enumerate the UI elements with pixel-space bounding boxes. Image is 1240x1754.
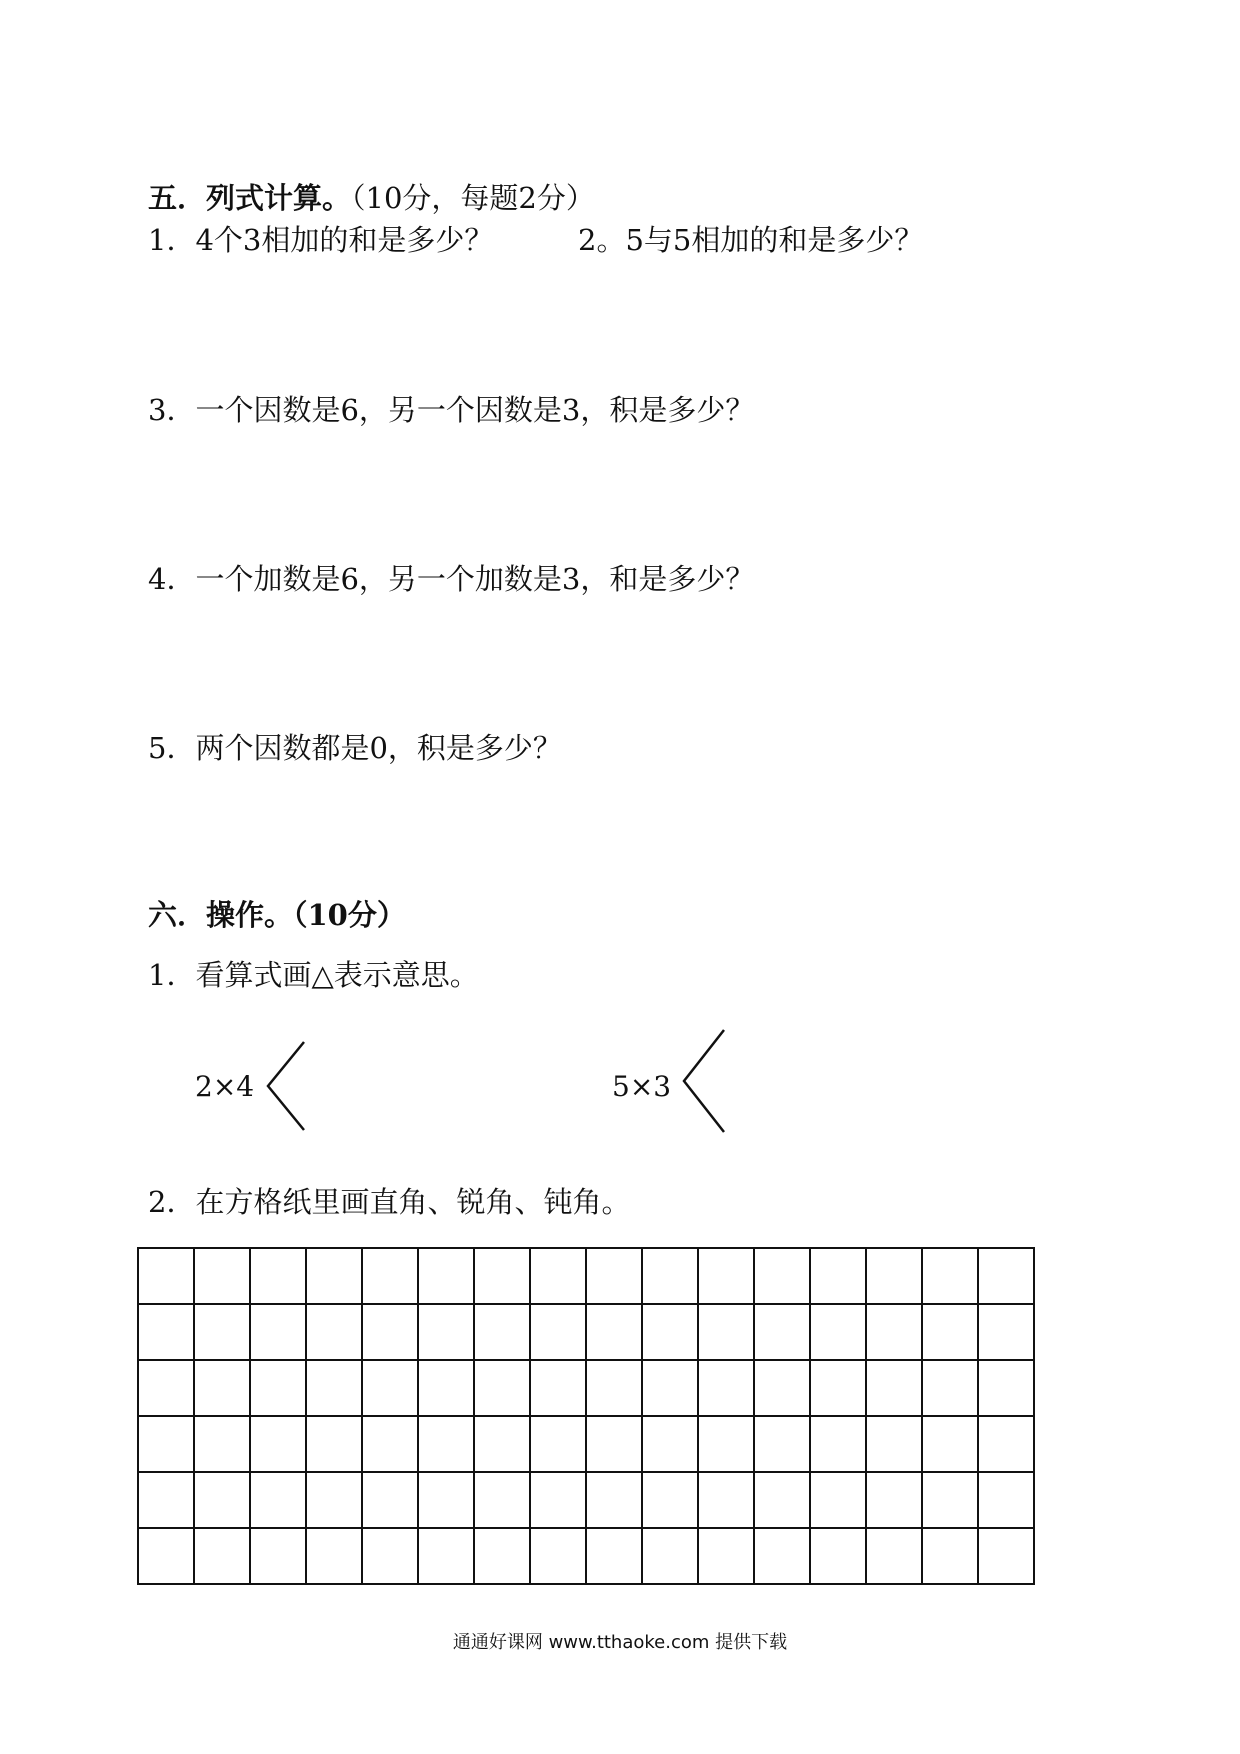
section-5-heading <box>148 180 595 216</box>
grid-cell <box>362 1248 418 1304</box>
grid-cell <box>642 1528 698 1584</box>
section-5-title: 五．列式计算。 <box>148 181 352 215</box>
grid-cell <box>530 1472 586 1528</box>
grid-cell <box>474 1528 530 1584</box>
section-6-heading <box>148 897 406 933</box>
grid-cell <box>306 1416 362 1472</box>
grid-row <box>138 1528 1034 1584</box>
grid-cell <box>810 1416 866 1472</box>
grid-cell <box>754 1528 810 1584</box>
grid-cell <box>306 1360 362 1416</box>
grid-cell <box>978 1416 1034 1472</box>
grid-cell <box>474 1472 530 1528</box>
grid-cell <box>362 1528 418 1584</box>
grid-cell <box>194 1304 250 1360</box>
grid-cell <box>866 1360 922 1416</box>
grid-cell <box>866 1416 922 1472</box>
grid-cell <box>474 1360 530 1416</box>
grid-cell <box>250 1416 306 1472</box>
question-5-3: 3．一个因数是6，另一个因数是3，积是多少？ <box>148 393 755 427</box>
grid-cell <box>194 1360 250 1416</box>
grid-cell <box>642 1360 698 1416</box>
grid-row <box>138 1248 1034 1304</box>
grid-cell <box>306 1304 362 1360</box>
question-5-4: 4．一个加数是6，另一个加数是3，和是多少？ <box>148 562 755 596</box>
grid-cell <box>586 1304 642 1360</box>
grid-cell <box>250 1472 306 1528</box>
grid-cell <box>810 1472 866 1528</box>
grid-cell <box>194 1472 250 1528</box>
expression-b: 5×3 <box>612 1070 672 1103</box>
grid-cell <box>586 1472 642 1528</box>
square-grid <box>137 1247 1035 1585</box>
grid-cell <box>978 1472 1034 1528</box>
grid-cell <box>810 1248 866 1304</box>
grid-cell <box>866 1304 922 1360</box>
grid-cell <box>138 1248 194 1304</box>
grid-cell <box>698 1248 754 1304</box>
grid-cell <box>586 1248 642 1304</box>
grid-cell <box>138 1360 194 1416</box>
grid-cell <box>250 1248 306 1304</box>
grid-cell <box>138 1304 194 1360</box>
grid-cell <box>530 1528 586 1584</box>
grid-cell <box>978 1248 1034 1304</box>
grid-cell <box>810 1304 866 1360</box>
grid-cell <box>698 1472 754 1528</box>
section-5-score: （10分，每题2分） <box>351 181 595 215</box>
grid-cell <box>866 1472 922 1528</box>
grid-cell <box>698 1360 754 1416</box>
grid-cell <box>194 1416 250 1472</box>
grid-cell <box>754 1472 810 1528</box>
question-6-1: 1．看算式画△表示意思。 <box>148 958 479 992</box>
grid-cell <box>418 1304 474 1360</box>
grid-cell <box>418 1360 474 1416</box>
grid-cell <box>530 1416 586 1472</box>
grid-cell <box>530 1248 586 1304</box>
grid-cell <box>306 1248 362 1304</box>
grid-cell <box>586 1416 642 1472</box>
expression-a: 2×4 <box>195 1070 255 1103</box>
grid-cell <box>978 1304 1034 1360</box>
grid-cell <box>698 1304 754 1360</box>
grid-cell <box>194 1248 250 1304</box>
grid-cell <box>362 1416 418 1472</box>
question-5-5: 5．两个因数都是0，积是多少？ <box>148 731 562 765</box>
grid-cell <box>194 1528 250 1584</box>
question-5-1: 1．4个3相加的和是多少？ <box>148 223 494 257</box>
grid-row <box>138 1304 1034 1360</box>
grid-cell <box>474 1248 530 1304</box>
question-6-2: 2．在方格纸里画直角、锐角、钝角。 <box>148 1185 631 1219</box>
grid-cell <box>306 1528 362 1584</box>
grid-cell <box>698 1416 754 1472</box>
grid-cell <box>474 1416 530 1472</box>
grid-cell <box>754 1304 810 1360</box>
grid-cell <box>922 1528 978 1584</box>
grid-cell <box>754 1248 810 1304</box>
grid-cell <box>922 1360 978 1416</box>
grid-cell <box>642 1248 698 1304</box>
grid-cell <box>418 1472 474 1528</box>
grid-cell <box>530 1304 586 1360</box>
grid-cell <box>530 1360 586 1416</box>
grid-cell <box>586 1528 642 1584</box>
grid-cell <box>922 1416 978 1472</box>
grid-cell <box>418 1416 474 1472</box>
question-5-2: 2。5与5相加的和是多少？ <box>578 223 924 257</box>
grid-cell <box>922 1304 978 1360</box>
grid-cell <box>586 1360 642 1416</box>
footer-text: 通通好课网 www.tthaoke.com 提供下载 <box>452 1632 788 1653</box>
grid-cell <box>866 1248 922 1304</box>
grid-row <box>138 1360 1034 1416</box>
grid-cell <box>642 1472 698 1528</box>
grid-cell <box>362 1360 418 1416</box>
grid-cell <box>866 1528 922 1584</box>
grid-cell <box>250 1304 306 1360</box>
grid-cell <box>418 1248 474 1304</box>
grid-cell <box>642 1416 698 1472</box>
grid-cell <box>306 1472 362 1528</box>
grid-cell <box>138 1416 194 1472</box>
grid-cell <box>922 1472 978 1528</box>
bracket-b-icon <box>678 1028 728 1134</box>
grid-cell <box>642 1304 698 1360</box>
grid-cell <box>250 1360 306 1416</box>
grid-cell <box>810 1360 866 1416</box>
grid-cell <box>362 1304 418 1360</box>
grid-row <box>138 1416 1034 1472</box>
grid-cell <box>810 1528 866 1584</box>
bracket-a-icon <box>262 1040 308 1132</box>
grid-cell <box>138 1472 194 1528</box>
grid-cell <box>754 1416 810 1472</box>
grid-cell <box>754 1360 810 1416</box>
grid-cell <box>250 1528 306 1584</box>
grid-cell <box>922 1248 978 1304</box>
grid-cell <box>978 1360 1034 1416</box>
grid-row <box>138 1472 1034 1528</box>
grid-cell <box>138 1528 194 1584</box>
grid-cell <box>698 1528 754 1584</box>
grid-cell <box>362 1472 418 1528</box>
grid-cell <box>978 1528 1034 1584</box>
grid-cell <box>474 1304 530 1360</box>
grid-cell <box>418 1528 474 1584</box>
section-6-title: 六．操作。（10分） <box>148 898 406 932</box>
